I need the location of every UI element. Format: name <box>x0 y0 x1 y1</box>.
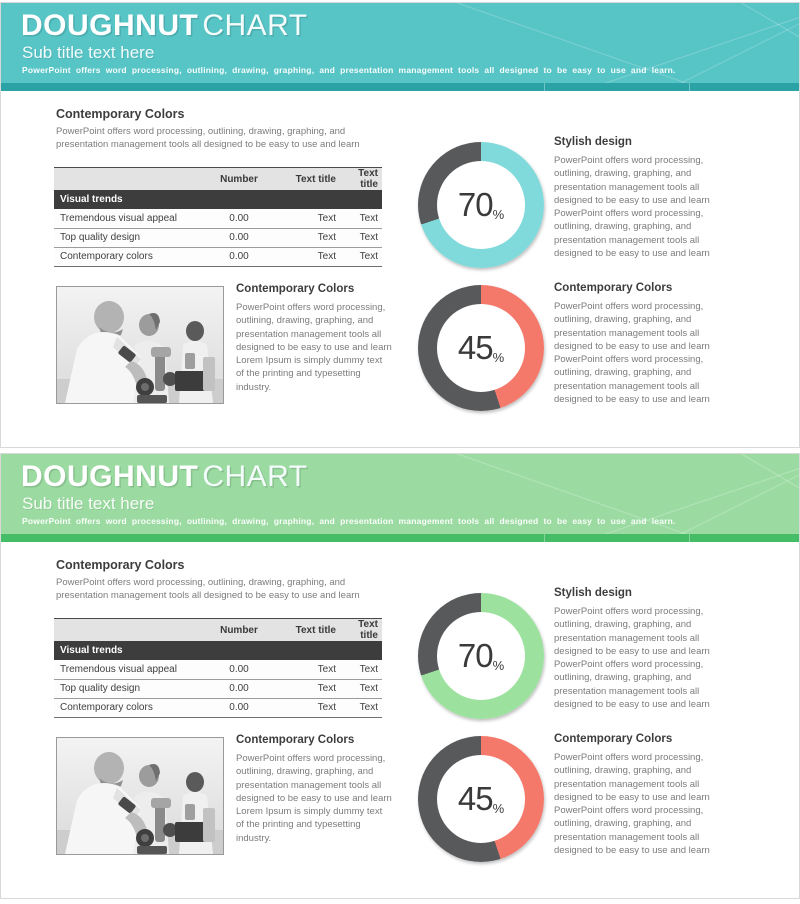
doughnut-center <box>437 612 525 700</box>
row-text-1: Text <box>274 698 342 717</box>
table-row <box>54 209 382 228</box>
chart-body: PowerPoint offers word processing, outlining, drawing, graphing, and presentation management tools all designed to be easy to use and learn PowerPoint offers word processing, outlining, drawing, graphing, and presentation management tools all designed to be easy to use and learn <box>554 301 710 406</box>
chart-body: PowerPoint offers word processing, outlining, drawing, graphing, and presentation management tools all designed to be easy to use and learn PowerPoint offers word processing, outlining, drawing, graphing, and presentation management tools all designed to be easy to use and learn <box>554 752 710 857</box>
photo-caption-block <box>236 734 392 845</box>
row-label: Top quality design <box>54 679 204 698</box>
strip-divider <box>689 83 690 91</box>
table-row <box>54 228 382 247</box>
chart-heading: Contemporary Colors <box>554 282 673 294</box>
chart-body: PowerPoint offers word processing, outlining, drawing, graphing, and presentation management tools all designed to be easy to use and learn PowerPoint offers word processing, outlining, drawing, graphing, and presentation management tools all designed to be easy to use and learn <box>554 155 710 260</box>
visual-trends-table <box>54 618 382 718</box>
lab-photo-illustration <box>57 287 223 403</box>
row-label: Tremendous visual appeal <box>54 209 204 228</box>
strip-divider <box>544 534 545 542</box>
row-number: 0.00 <box>204 698 274 717</box>
photo-caption-body: PowerPoint offers word processing, outlining, drawing, graphing, and presentation management tools all designed to be easy to use and learn Lorem Ipsum is simply dummy text of the printing and typesetting industry. <box>236 753 392 844</box>
row-text-2: Text <box>342 679 382 698</box>
intro-heading: Contemporary Colors <box>56 558 185 572</box>
doughnut-unit: % <box>492 349 505 365</box>
table-header-row <box>54 619 382 642</box>
table-row <box>54 679 382 698</box>
doughnut-value: 70 <box>457 637 493 674</box>
lab-photo-illustration <box>57 738 223 854</box>
row-text-1: Text <box>274 247 342 266</box>
slide-title-bold: DOUGHNUT <box>21 9 199 42</box>
row-text-1: Text <box>274 209 342 228</box>
strip-divider <box>689 534 690 542</box>
table-row <box>54 247 382 266</box>
doughnut-center <box>437 161 525 249</box>
doughnut-value: 70 <box>457 186 493 223</box>
table-group-label: Visual trends <box>54 641 382 660</box>
banner-accent-strip <box>1 534 799 542</box>
slide-subtitle: Sub title text here <box>22 494 155 513</box>
table-header-label <box>54 619 204 642</box>
chart-text-block <box>554 136 728 260</box>
chart-heading: Stylish design <box>554 587 632 599</box>
row-label: Top quality design <box>54 228 204 247</box>
slide-content <box>1 542 799 899</box>
table-group-row <box>54 190 382 209</box>
row-label: Contemporary colors <box>54 698 204 717</box>
row-number: 0.00 <box>204 209 274 228</box>
doughnut-center <box>437 755 525 843</box>
row-label: Tremendous visual appeal <box>54 660 204 679</box>
intro-heading: Contemporary Colors <box>56 107 185 121</box>
table-header-label <box>54 168 204 191</box>
photo-caption-heading: Contemporary Colors <box>236 283 355 295</box>
visual-trends-table <box>54 167 382 267</box>
table-group-label: Visual trends <box>54 190 382 209</box>
chart-body: PowerPoint offers word processing, outlining, drawing, graphing, and presentation management tools all designed to be easy to use and learn PowerPoint offers word processing, outlining, drawing, graphing, and presentation management tools all designed to be easy to use and learn <box>554 606 710 711</box>
intro-body: PowerPoint offers word processing, outlining, drawing, graphing, and presentation management tools all designed to be easy to use and learn <box>56 126 360 151</box>
chart-text-block <box>554 733 728 857</box>
table-header-number: Number <box>204 168 274 191</box>
doughnut-value: 45 <box>457 329 493 366</box>
row-text-2: Text <box>342 247 382 266</box>
doughnut-chart-70 <box>418 593 544 719</box>
doughnut-unit: % <box>492 800 505 816</box>
table-row <box>54 698 382 717</box>
chart-text-block <box>554 587 728 711</box>
photo-caption-body: PowerPoint offers word processing, outlining, drawing, graphing, and presentation management tools all designed to be easy to use and learn Lorem Ipsum is simply dummy text of the printing and typesetting industry. <box>236 302 392 393</box>
slide-title <box>21 10 308 42</box>
slide-title <box>21 461 308 493</box>
row-number: 0.00 <box>204 679 274 698</box>
doughnut-unit: % <box>492 657 505 673</box>
row-text-1: Text <box>274 228 342 247</box>
chart-text-block <box>554 282 728 406</box>
slide-doughnut-chart-green <box>0 453 800 899</box>
row-text-1: Text <box>274 679 342 698</box>
table-header-row <box>54 168 382 191</box>
slide-doughnut-chart-teal <box>0 2 800 448</box>
row-number: 0.00 <box>204 228 274 247</box>
row-number: 0.00 <box>204 247 274 266</box>
chart-heading: Stylish design <box>554 136 632 148</box>
slide-description: PowerPoint offers word processing, outlining, drawing, graphing, and presentation management tools all designed to be easy to use and learn. <box>22 516 676 526</box>
doughnut-value: 45 <box>457 780 493 817</box>
doughnut-unit: % <box>492 206 505 222</box>
table-header-text-title-1: Text title <box>274 168 342 191</box>
slide-title-light: CHART <box>202 9 308 42</box>
row-number: 0.00 <box>204 660 274 679</box>
lab-photo <box>56 286 224 404</box>
slide-header-banner <box>1 3 799 91</box>
row-text-2: Text <box>342 209 382 228</box>
table-header-text-title-2: Text title <box>342 619 382 642</box>
table-header-text-title-1: Text title <box>274 619 342 642</box>
doughnut-center <box>437 304 525 392</box>
table-header-number: Number <box>204 619 274 642</box>
banner-accent-strip <box>1 83 799 91</box>
slide-header-banner <box>1 454 799 542</box>
doughnut-chart-45 <box>418 285 544 411</box>
slide-description: PowerPoint offers word processing, outlining, drawing, graphing, and presentation management tools all designed to be easy to use and learn. <box>22 65 676 75</box>
table-row <box>54 660 382 679</box>
doughnut-chart-70 <box>418 142 544 268</box>
row-text-2: Text <box>342 698 382 717</box>
row-text-1: Text <box>274 660 342 679</box>
row-text-2: Text <box>342 228 382 247</box>
intro-body: PowerPoint offers word processing, outlining, drawing, graphing, and presentation management tools all designed to be easy to use and learn <box>56 577 360 602</box>
slide-subtitle: Sub title text here <box>22 43 155 62</box>
row-label: Contemporary colors <box>54 247 204 266</box>
table-group-row <box>54 641 382 660</box>
table-header-text-title-2: Text title <box>342 168 382 191</box>
photo-caption-block <box>236 283 392 394</box>
strip-divider <box>544 83 545 91</box>
slide-title-light: CHART <box>202 460 308 493</box>
slide-title-bold: DOUGHNUT <box>21 460 199 493</box>
chart-heading: Contemporary Colors <box>554 733 673 745</box>
row-text-2: Text <box>342 660 382 679</box>
photo-caption-heading: Contemporary Colors <box>236 734 355 746</box>
doughnut-chart-45 <box>418 736 544 862</box>
slide-content <box>1 91 799 448</box>
lab-photo <box>56 737 224 855</box>
